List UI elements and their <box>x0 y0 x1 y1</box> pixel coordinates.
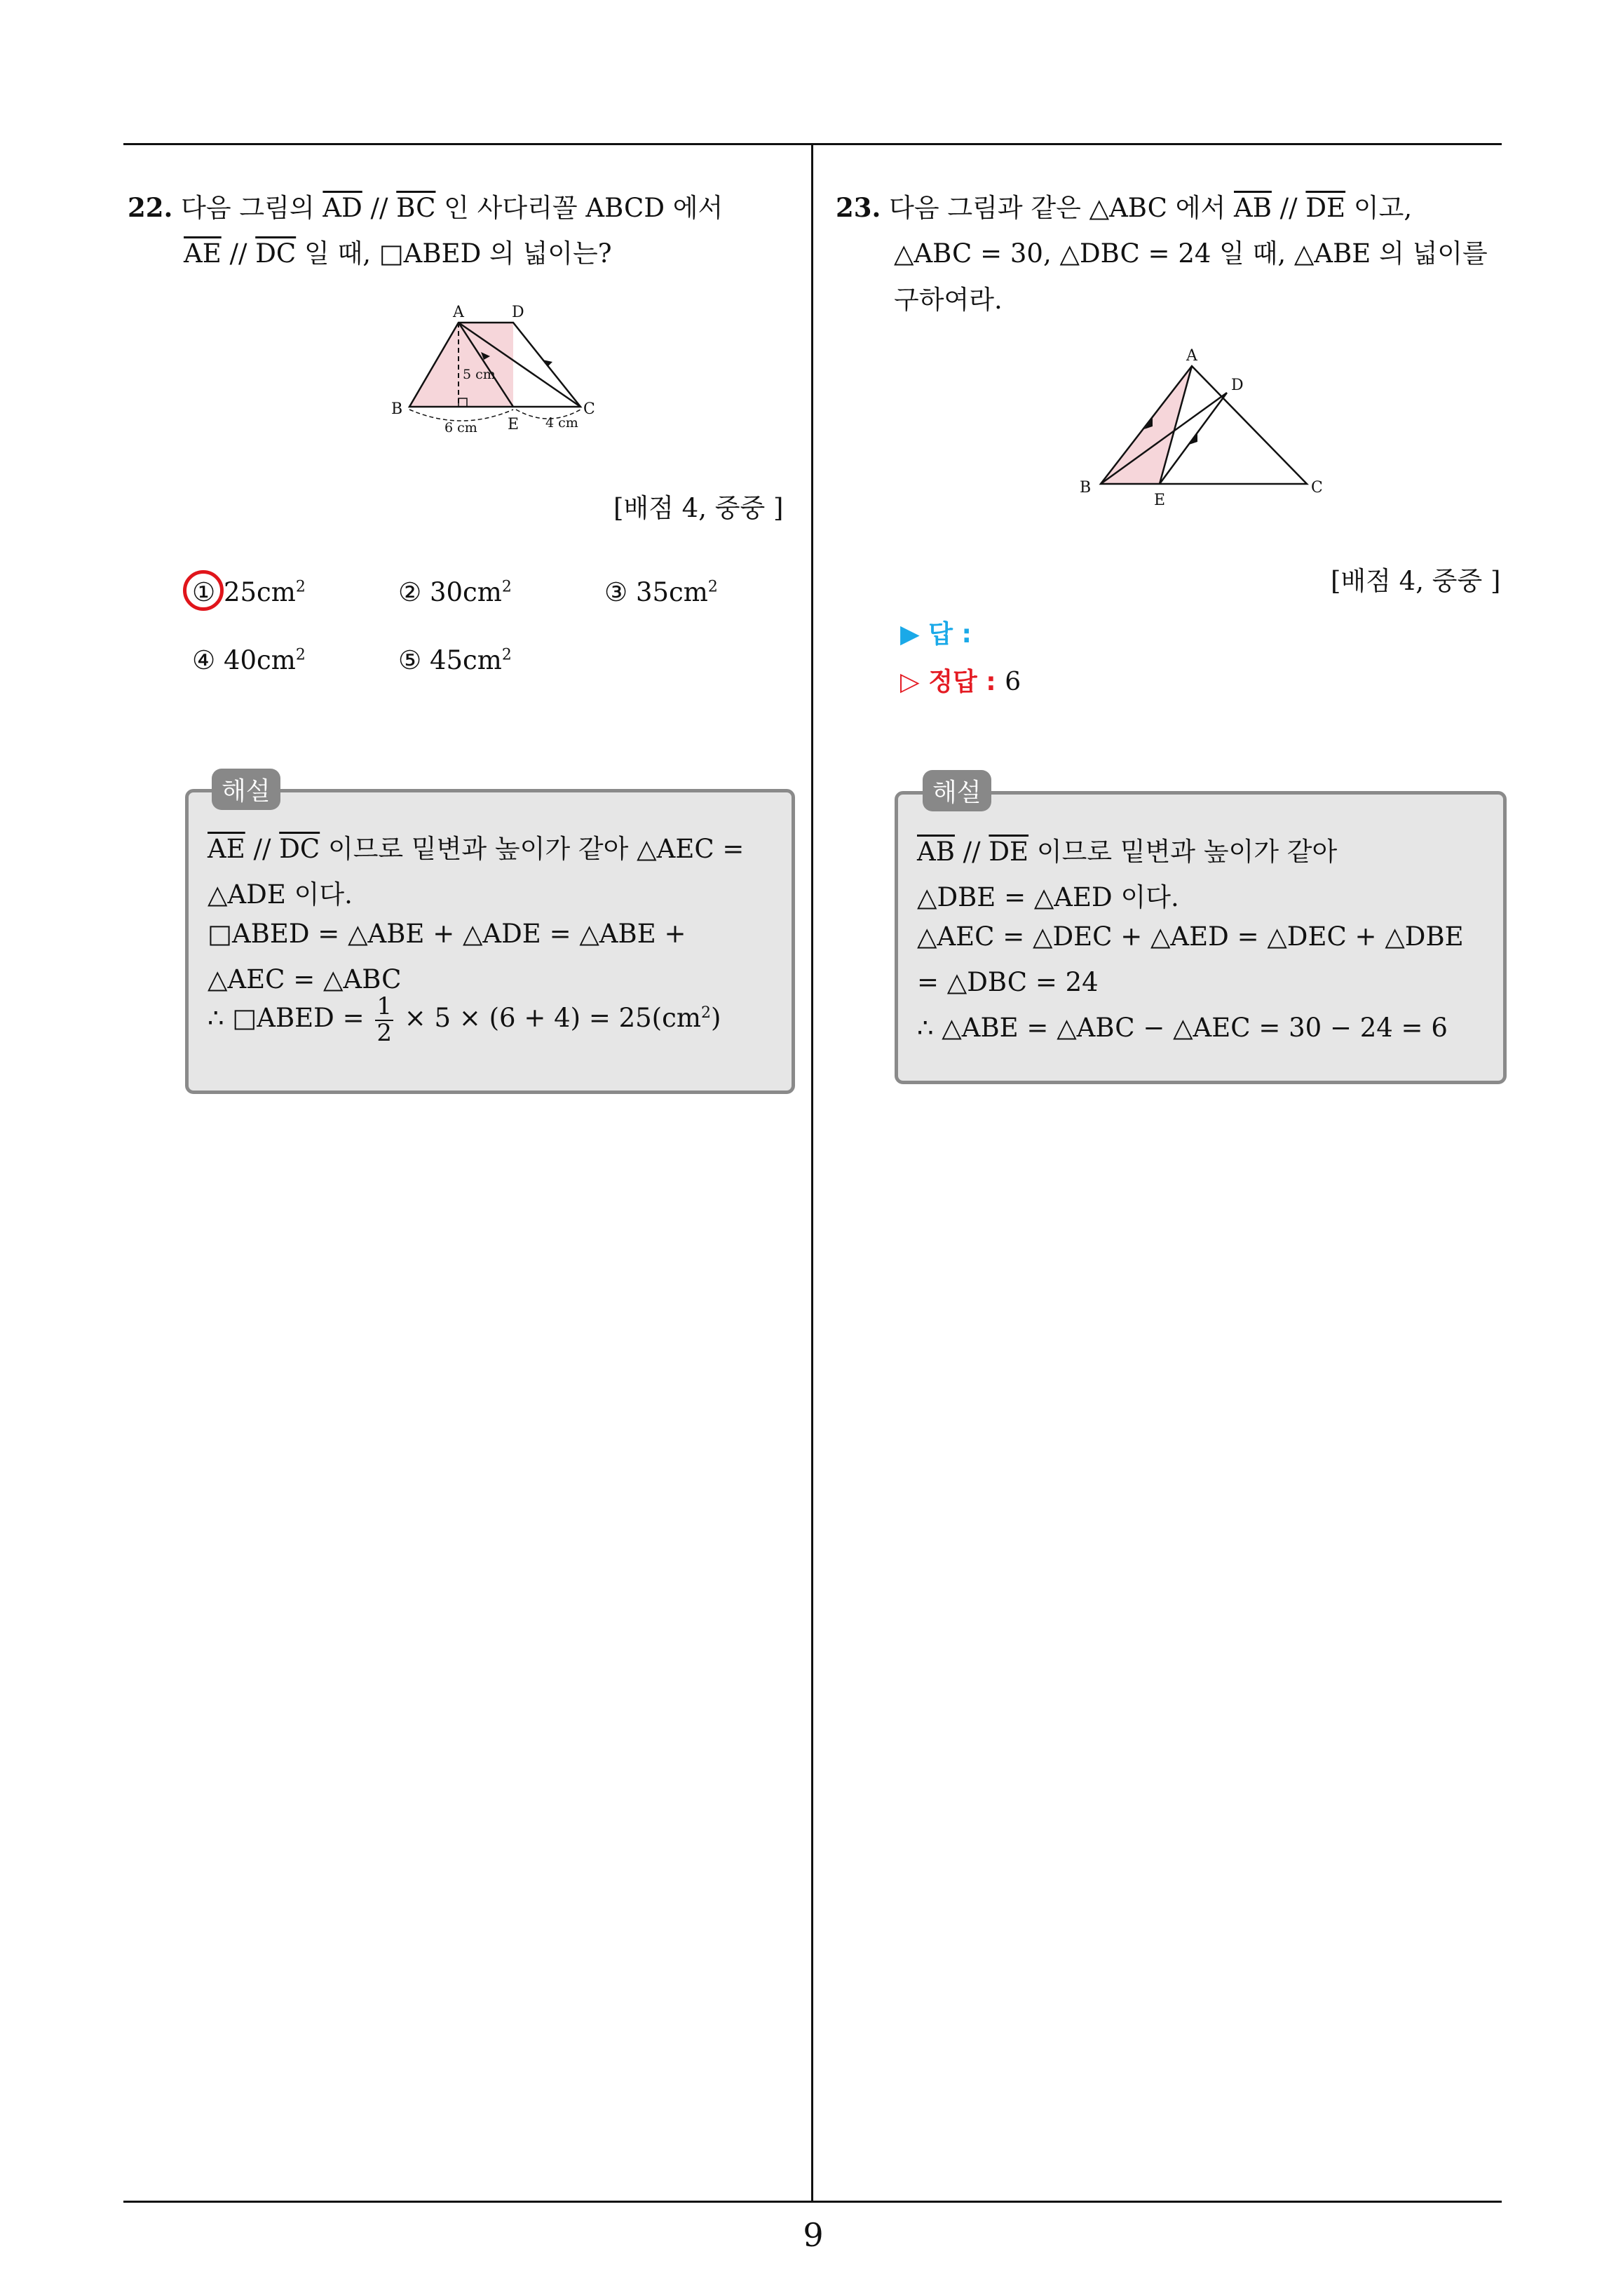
choice-exponent: 2 <box>501 646 512 664</box>
fraction-denominator: 2 <box>376 1018 393 1047</box>
segment-de: $\overline{DE}$ <box>989 837 1029 867</box>
segment-ad: $\overline{AD}$ <box>322 193 362 223</box>
q23-expl-line-5: ∴ △ABE = △ABC − △AEC = 30 − 24 = 6 <box>917 1013 1448 1043</box>
segment-dc: $\overline{DC}$ <box>279 834 320 864</box>
q23-text-a: 다음 그림과 같은 △ABC 에서 <box>889 193 1234 223</box>
choice-value: 40cm <box>223 645 296 675</box>
choice-value: 30cm <box>429 577 502 607</box>
segment-ab: $\overline{AB}$ <box>1234 193 1272 223</box>
q22-text-c: 일 때, □ABED 의 넓이는? <box>296 238 612 269</box>
correct-answer-label: ▷ 정답 : <box>900 668 996 696</box>
q22-expl-line-5 <box>208 994 721 1046</box>
q23-label-b: B <box>1080 479 1092 497</box>
q22-score: [배점 4, 중중 ] <box>613 493 784 523</box>
expl-text: ) <box>710 1003 721 1034</box>
q23-expl-line-4: = △DBC = 24 <box>917 967 1099 997</box>
choice-4[interactable] <box>192 645 306 675</box>
choice-2[interactable] <box>398 577 512 607</box>
q22-label-b: B <box>391 400 403 418</box>
expl-text: × 5 × (6 + 4) = 25(cm <box>396 1003 701 1034</box>
choice-number: ④ <box>192 645 216 675</box>
q22-number: 22. <box>128 192 173 223</box>
q22-line-1 <box>128 192 723 224</box>
q23-line-2: △ABC = 30, △DBC = 24 일 때, △ABE 의 넓이를 <box>894 238 1488 269</box>
ec-length-label: 4 cm <box>545 415 578 431</box>
q23-number: 23. <box>836 192 881 223</box>
q23-text-b: 이고, <box>1345 193 1413 223</box>
q22-trapezoid-figure <box>379 295 603 442</box>
choice-value: 35cm <box>635 577 708 607</box>
correct-answer-value: 6 <box>1005 668 1021 696</box>
q22-label-d: D <box>512 304 524 321</box>
choice-value: 25cm <box>223 577 296 607</box>
q23-triangle-figure <box>1066 339 1339 508</box>
fraction-numerator: 1 <box>376 992 393 1020</box>
parallel-sign: // <box>1271 193 1306 223</box>
choice-1[interactable] <box>192 577 306 607</box>
choice-exponent: 2 <box>501 578 512 596</box>
q22-line-2 <box>184 238 612 269</box>
choice-exponent: 2 <box>707 578 718 596</box>
q22-expl-line-2: △ADE 이다. <box>208 879 353 910</box>
q23-score: [배점 4, 중중 ] <box>1331 566 1501 596</box>
expl-exponent: 2 <box>700 1004 711 1022</box>
q22-explanation-tag: 해설 <box>212 769 280 810</box>
shaded-parallelogram-abed <box>409 323 513 407</box>
q23-label-e: E <box>1154 492 1166 508</box>
q22-label-a: A <box>453 304 464 321</box>
choice-number: ⑤ <box>398 645 422 675</box>
be-dimension-arc <box>409 410 513 421</box>
page-number: 9 <box>803 2216 824 2254</box>
parallel-sign: // <box>362 193 397 223</box>
parallel-sign: // <box>245 834 280 864</box>
expl-text: ∴ □ABED = <box>208 1003 373 1034</box>
fraction-one-half <box>375 994 393 1046</box>
q23-label-c: C <box>1311 479 1323 497</box>
q23-expl-line-3: △AEC = △DEC + △AED = △DEC + △DBE <box>917 921 1464 952</box>
choice-exponent: 2 <box>295 578 306 596</box>
column-divider <box>811 143 813 2203</box>
q23-label-d: D <box>1231 377 1244 394</box>
segment-ab: $\overline{AB}$ <box>917 837 955 867</box>
q23-label-a: A <box>1186 347 1197 365</box>
choice-number: ② <box>398 577 422 607</box>
segment-ae: $\overline{AE}$ <box>208 834 245 864</box>
segment-dc: $\overline{DC}$ <box>255 238 297 269</box>
q22-text-a: 다음 그림의 <box>181 193 323 223</box>
be-length-label: 6 cm <box>444 420 477 435</box>
q23-line-3: 구하여라. <box>894 285 1003 315</box>
q22-label-e: E <box>508 416 520 433</box>
q23-line-1 <box>836 192 1412 224</box>
choice-5[interactable] <box>398 645 512 675</box>
q22-label-c: C <box>583 400 595 418</box>
choice-exponent: 2 <box>295 646 306 664</box>
choice-value: 45cm <box>429 645 502 675</box>
parallel-sign: // <box>221 238 256 269</box>
choice-number: ③ <box>604 577 628 607</box>
q22-expl-line-3: □ABED = △ABE + △ADE = △ABE + <box>208 919 686 949</box>
expl-text: 이므로 밑변과 높이가 같아 △AEC = <box>320 834 745 864</box>
segment-de: $\overline{DE}$ <box>1305 193 1346 223</box>
expl-text: 이므로 밑변과 높이가 같아 <box>1028 837 1338 867</box>
q23-expl-line-1 <box>917 830 1337 868</box>
height-label: 5 cm <box>463 367 496 382</box>
choice-3[interactable] <box>604 577 718 607</box>
answer-label: ▶ 답 : <box>900 620 972 649</box>
q22-expl-line-1 <box>208 828 744 865</box>
q23-explanation-tag: 해설 <box>923 770 991 811</box>
segment-ae: $\overline{AE}$ <box>184 238 222 269</box>
q22-text-b: 인 사다리꼴 ABCD 에서 <box>435 193 724 223</box>
parallel-sign: // <box>954 837 989 867</box>
arrow-on-dc <box>543 360 552 367</box>
q22-expl-line-4: △AEC = △ABC <box>208 964 402 994</box>
choice-number: ① <box>192 577 216 607</box>
correct-answer-row <box>900 662 1021 698</box>
segment-bc: $\overline{BC}$ <box>396 193 436 223</box>
q23-expl-line-2: △DBE = △AED 이다. <box>917 882 1179 912</box>
